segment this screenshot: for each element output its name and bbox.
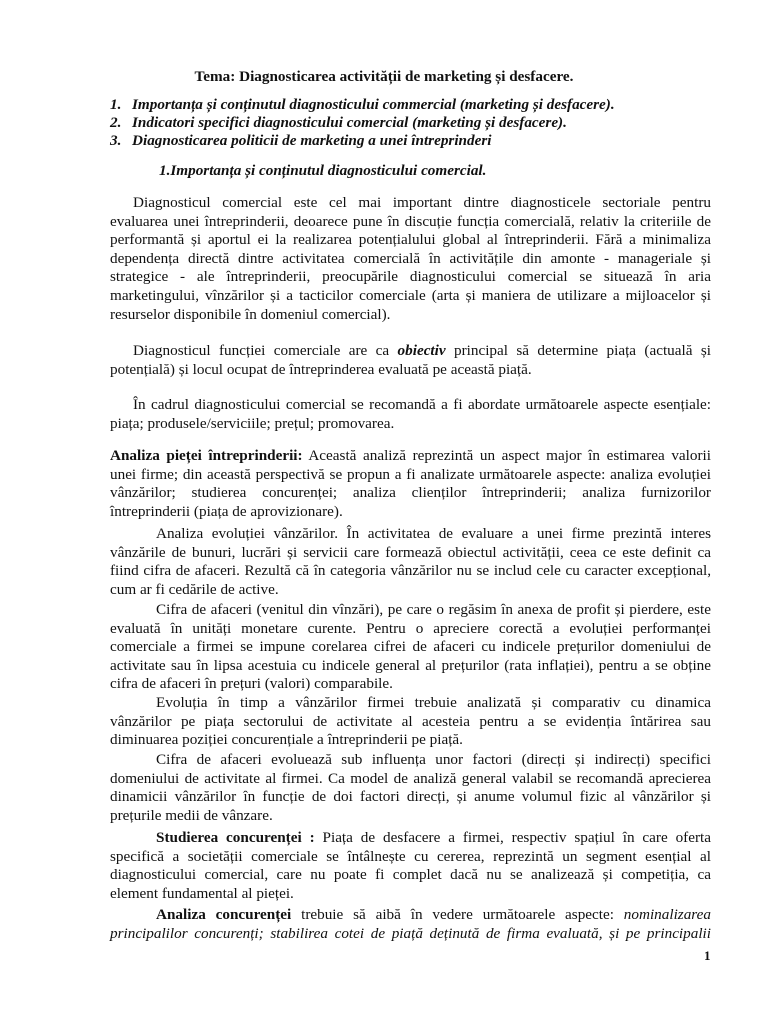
paragraph-line	[110, 342, 711, 361]
text-run: Această analiză reprezintă un aspect major în estimarea valorii	[302, 447, 711, 464]
paragraph-line: principalilor concurenți; stabilirea cotei de piață deținută de firma evaluată, și pe principalii	[110, 924, 711, 942]
paragraph-objective	[110, 342, 711, 379]
paragraph-line	[110, 906, 711, 925]
paragraph-sales-evolution	[110, 525, 711, 599]
paragraph-market-analysis	[110, 447, 711, 521]
paragraph-line: vânzărilor; studierea concurenței; analiza clienților întreprinderii; analiza furnizorilor	[110, 484, 711, 502]
paragraph-line: Cifra de afaceri evoluează sub influența unor factori (direcți și indirecți) specifici	[156, 751, 711, 768]
text-run: Piața de desfacere a firmei, respectiv spațiul în care oferta	[314, 829, 711, 846]
toc-item	[110, 132, 710, 150]
paragraph-line: specifică a societății comerciale se întâlnește cu cererea, reprezintă un segment esențial al	[110, 847, 711, 865]
heading-competition-study: Studierea concurenței :	[156, 829, 315, 846]
paragraph-line: piața; produsele/serviciile; prețul; promovarea.	[110, 414, 395, 432]
text-run: principal să determine piața (actuală și	[445, 342, 711, 359]
table-of-contents	[110, 96, 710, 150]
heading-competition-analysis: Analiza concurenței	[156, 906, 292, 923]
paragraph-competition-study	[110, 829, 711, 903]
text-run: Diagnosticul funcției comerciale are ca	[133, 342, 398, 359]
paragraph-aspects	[110, 396, 711, 433]
toc-item-text: Importanța și conținutul diagnosticului commercial (marketing și desfacere).	[132, 96, 615, 113]
paragraph-line: În cadrul diagnosticului comercial se recomandă a fi abordate următoarele aspecte esențiale:	[133, 396, 711, 413]
paragraph-line: domeniului de activitate al firmei. Ca model de analiză general valabil se recomandă aprecierea	[110, 769, 711, 787]
page-number: 1	[704, 948, 711, 963]
paragraph-line: evaluarea unei întreprinderii, deoarece pune în discuție funcția comercială, relativ la criteriile de	[110, 212, 711, 230]
emphasis-objective: obiectiv	[397, 342, 446, 359]
toc-item	[110, 96, 710, 114]
paragraph-line: resurselor disponibile în domeniul comercial).	[110, 305, 391, 323]
document-title: Tema: Diagnosticarea activității de marketing și desfacere.	[194, 68, 574, 85]
paragraph-line: cifra de afaceri în prețuri (valori) comparabile.	[110, 675, 393, 693]
paragraph-line: comerciale a firmei se impune corelarea cifrei de afaceri cu indicele prețurilor domeniului de	[110, 638, 711, 656]
paragraph-line: dependența directă dintre activitatea comercială în activitățile din amonte - manageriale și	[110, 249, 711, 267]
paragraph-line	[110, 829, 711, 848]
text-run-italic: nominalizarea	[623, 906, 711, 923]
section-heading: 1.Importanța și conținutul diagnosticului comercial.	[159, 162, 487, 179]
paragraph-line: element fundamental al pieței.	[110, 884, 294, 902]
text-run: trebuie să aibă în vedere următoarele aspecte:	[291, 906, 624, 923]
paragraph-line: marketingului, vînzărilor și a tacticilor comerciale (arta și maniera de utilizare a mijloacelor și	[110, 286, 711, 304]
paragraph-line: Analiza evoluției vânzărilor. În activitatea de evaluare a unei firme prezintă interes	[156, 525, 711, 542]
toc-item-number: 2.	[110, 114, 122, 131]
paragraph-line: diagnosticului comercial, care nu poate fi complet dacă nu se analizează și competiția, ca	[110, 866, 711, 884]
paragraph-competition-analysis	[110, 906, 711, 943]
toc-item-number: 1.	[110, 96, 122, 113]
heading-market-analysis: Analiza pieței întreprinderii:	[110, 447, 303, 464]
toc-item	[110, 114, 710, 132]
paragraph-line: vânzările de bunuri, lucrări și servicii care formează obiectul activității, ceea ce este definit ca	[110, 543, 711, 561]
paragraph-line: activitate sau în lipsa acestuia cu indicele general al prețurilor (rata inflației), pentru a se obține	[110, 656, 711, 674]
paragraph-line: unei firme; din această perspectivă se propun a fi analizate următoarele aspecte: analiza evoluției	[110, 465, 711, 483]
toc-item-number: 3.	[110, 132, 122, 149]
paragraph-line: întreprinderii (piața de aprovizionare).	[110, 502, 343, 520]
paragraph-factors	[110, 751, 711, 825]
toc-item-text: Indicatori specifici diagnosticului comercial (marketing și desfacere).	[132, 114, 567, 131]
paragraph-sales-dynamics	[110, 694, 711, 750]
paragraph-line: Diagnosticul comercial este cel mai important dintre diagnosticele sectoriale pentru	[133, 194, 711, 211]
paragraph-line: potențială) și locul ocupat de întreprinderea evaluată pe această piață.	[110, 360, 532, 378]
toc-item-text: Diagnosticarea politicii de marketing a unei întreprinderi	[132, 132, 492, 149]
paragraph-line: fiind cifra de afaceri. Rezultă că în categoria vânzărilor nu se includ cele cu caracter excepțional,	[110, 562, 711, 580]
paragraph-line: evaluată în unități monetare curente. Pentru o apreciere corectă a evoluției performanței	[110, 619, 711, 637]
paragraph-line: strategice - ale întreprinderii, preocupările diagnosticului comercial se situează în aria	[110, 268, 711, 286]
paragraph-line: dinamicii vânzărilor în funcție de doi factori direcți, și anume volumul fizic al vânzărilor și	[110, 788, 711, 806]
paragraph-line: prețurile medii de vânzare.	[110, 806, 273, 824]
paragraph-line: Cifra de afaceri (venitul din vînzări), pe care o regăsim în anexa de profit și pierdere, este	[156, 601, 711, 618]
paragraph-line: Evoluția în timp a vânzărilor firmei trebuie analizată și comparativ cu dinamica	[156, 694, 711, 711]
paragraph-line	[110, 447, 711, 466]
paragraph-line: vânzărilor pe piața sectorului de activitate al acesteia pentru a se evidenția întărirea sau	[110, 712, 711, 730]
paragraph-line: diminuarea poziției concurențiale a întreprinderii pe piață.	[110, 731, 463, 749]
paragraph-line: cum ar fi cedările de active.	[110, 580, 279, 598]
paragraph-commercial-diagnosis	[110, 194, 711, 324]
paragraph-line: performantă și aportul ei la realizarea potențialului global al întreprinderii. Fără a minimaliza	[110, 231, 711, 249]
paragraph-turnover	[110, 601, 711, 694]
